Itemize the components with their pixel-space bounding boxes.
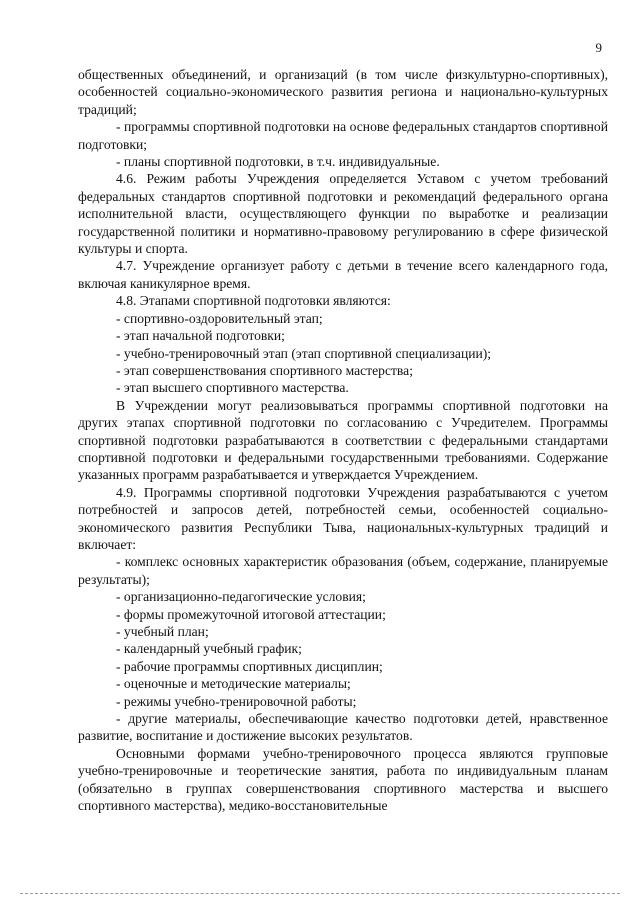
paragraph: 4.7. Учреждение организует работу с детьми в течение всего календарного года, включая каникулярное время. (78, 258, 608, 291)
list-item: - учебный план; (116, 624, 209, 639)
document-body (78, 66, 608, 814)
list-item: - рабочие программы спортивных дисциплин; (116, 658, 383, 674)
paragraph: В Учреждении могут реализовываться программы спортивной подготовки на других этапах спортивной подготовки по согласованию с Учредителем. Программы спортивной подготовки разрабатываются в соответствии с федеральными стандартами спортивной подготовки и федеральными государственными требованиями. Содержание указанных программ разрабатывается и утверждается Учреждением. (78, 397, 608, 483)
paragraph: общественных объединений, и организаций (в том числе физкультурно-спортивных), особенностей социально-экономического развития региона и национально-культурных традиций; (78, 67, 608, 117)
list-item: - учебно-тренировочный этап (этап спортивной специализации); (116, 345, 492, 361)
list-item: - этап совершенствования спортивного мастерства; (116, 362, 413, 378)
list-item: - другие материалы, обеспечивающие качество подготовки детей, нравственное развитие, воспитание и достижение высоких результатов. (78, 711, 608, 744)
paragraph: 4.8. Этапами спортивной подготовки являются: (116, 293, 391, 309)
paragraph: 4.6. Режим работы Учреждения определяется Уставом с учетом требований федеральных стандартов спортивной подготовки и рекомендаций федерального органа исполнительной власти, осуществляющего функции по выработке и реализации государственной политики и нормативно-правовому регулированию в сфере физической культуры и спорта. (78, 171, 608, 257)
list-item: - программы спортивной подготовки на основе федеральных стандартов спортивной подготовки; (78, 119, 608, 152)
list-item: - этап начальной подготовки; (116, 328, 285, 344)
page-number: 9 (595, 40, 602, 55)
page-bottom-edge (20, 893, 620, 894)
list-item: - организационно-педагогические условия; (116, 589, 366, 605)
list-item: - календарный учебный график; (116, 641, 302, 657)
list-item: - спортивно-оздоровительный этап; (116, 310, 323, 326)
list-item: - оценочные и методические материалы; (116, 676, 351, 692)
list-item: - комплекс основных характеристик образования (объем, содержание, планируемые результаты); (78, 554, 608, 587)
list-item: - формы промежуточной итоговой аттестации; (116, 606, 386, 622)
list-item: - планы спортивной подготовки, в т.ч. индивидуальные. (116, 154, 440, 170)
list-item: - режимы учебно-тренировочной работы; (116, 693, 357, 709)
list-item: - этап высшего спортивного мастерства. (116, 380, 349, 396)
paragraph: Основными формами учебно-тренировочного процесса являются групповые учебно-тренировочные и теоретические занятия, работа по индивидуальным планам (обязательно в группах совершенствования спортивного мастерства и высшего спортивного мастерства), медико-восстановительные (78, 745, 608, 814)
paragraph: 4.9. Программы спортивной подготовки Учреждения разрабатываются с учетом потребностей и запросов детей, потребностей семьи, особенностей социально-экономического развития Республики Тыва, национальных-культурных традиций и включает: (78, 484, 608, 552)
